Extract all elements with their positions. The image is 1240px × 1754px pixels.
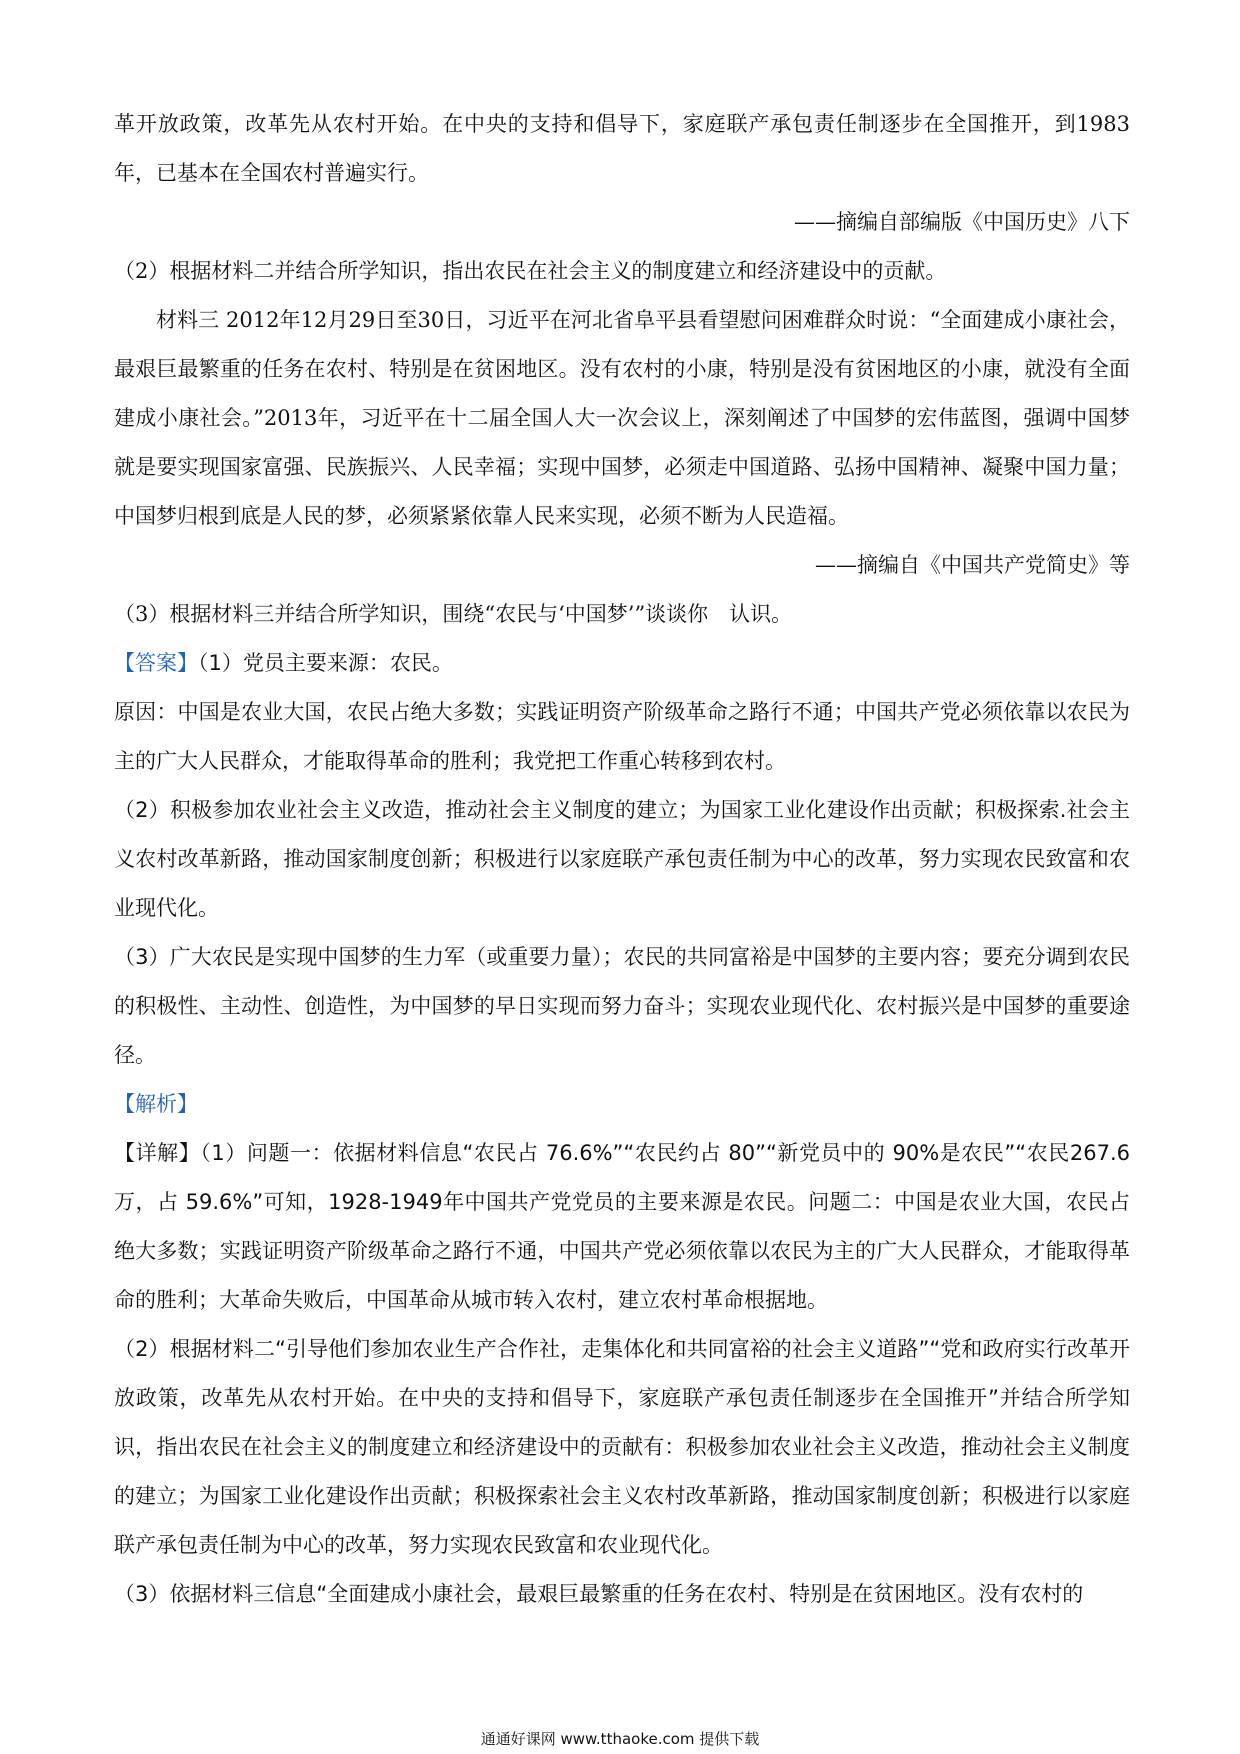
material2-source: ——摘编自部编版《中国历史》八下 (794, 210, 1130, 234)
material3-source: ——摘编自《中国共产党简史》等 (815, 553, 1130, 577)
question-2: （2）根据材料二并结合所学知识，指出农民在社会主义的制度建立和经济建设中的贡献。 (114, 259, 947, 283)
page-content (114, 100, 1130, 1619)
detail-1 (114, 1129, 1130, 1325)
analysis-heading (114, 1080, 1130, 1129)
analysis-tag: 【解析】 (114, 1092, 198, 1116)
answer-1 (114, 639, 1130, 688)
answer-3: （3）广大农民是实现中国梦的生力军（或重要力量）；农民的共同富裕是中国梦的主要内容；要充分调到农民的积极性、主动性、创造性，为中国梦的早日实现而努力奋斗；实现农业现代化、农村振兴是中国梦的重要途径。 (114, 945, 1130, 1067)
page-footer: 通通好课网 www.tthaoke.com 提供下载 (480, 1730, 760, 1748)
answer-2: （2）积极参加农业社会主义改造，推动社会主义制度的建立；为国家工业化建设作出贡献；积极探索.社会主义农村改革新路，推动国家制度创新；积极进行以家庭联产承包责任制为中心的改革，努力实现农民致富和农业现代化。 (114, 798, 1130, 920)
detail-1-text: （1）问题一：依据材料信息“农民占 76.6%”“农民约占 80”“新党员中的 90%是农民”“农民267.6万，占 59.6%”可知，1928-1949年中国共产党党员的主要来源是农民。问题二：中国是农业大国，农民占绝大多数；实践证明资产阶级革命之路行不通，中国共产党必须依靠以农民为主的广大人民群众，才能取得革命的胜利；大革命失败后，中国革命从城市转入农村，建立农村革命根据地。 (114, 1141, 1130, 1312)
question-3: （3）根据材料三并结合所学知识，围绕“农民与‘中国梦’”谈谈你 认识。 (114, 602, 793, 626)
material2-tail-text: 革开放政策，改革先从农村开始。在中央的支持和倡导下，家庭联产承包责任制逐步在全国推开，到1983年，已基本在全国农村普遍实行。 (114, 112, 1130, 185)
answer-1-reason: 原因：中国是农业大国，农民占绝大多数；实践证明资产阶级革命之路行不通；中国共产党必须依靠以农民为主的广大人民群众，才能取得革命的胜利；我党把工作重心转移到农村。 (114, 700, 1130, 773)
answer-1-text: （1）党员主要来源：农民。 (198, 651, 453, 675)
detail-2: （2）根据材料二“引导他们参加农业生产合作社，走集体化和共同富裕的社会主义道路”“党和政府实行改革开放政策，改革先从农村开始。在中央的支持和倡导下，家庭联产承包责任制逐步在全国推开”并结合所学知识，指出农民在社会主义的制度建立和经济建设中的贡献有：积极参加农业社会主义改造，推动社会主义制度的建立；为国家工业化建设作出贡献；积极探索社会主义农村改革新路，推动国家制度创新；积极进行以家庭联产承包责任制为中心的改革，努力实现农民致富和农业现代化。 (114, 1337, 1130, 1557)
answer-tag: 【答案】 (114, 651, 198, 675)
detail-3: （3）依据材料三信息“全面建成小康社会，最艰巨最繁重的任务在农村、特别是在贫困地区。没有农村的 (114, 1582, 1084, 1606)
material3-text: 材料三 2012年12月29日至30日，习近平在河北省阜平县看望慰问困难群众时说：“全面建成小康社会，最艰巨最繁重的任务在农村、特别是在贫困地区。没有农村的小康，特别是没有贫困地区的小康，就没有全面建成小康社会。”2013年，习近平在十二届全国人大一次会议上，深刻阐述了中国梦的宏伟蓝图，强调中国梦就是要实现国家富强、民族振兴、人民幸福；实现中国梦，必须走中国道路、弘扬中国精神、凝聚中国力量；中国梦归根到底是人民的梦，必须紧紧依靠人民来实现，必须不断为人民造福。 (114, 308, 1130, 528)
detail-tag: 【详解】 (114, 1141, 201, 1165)
